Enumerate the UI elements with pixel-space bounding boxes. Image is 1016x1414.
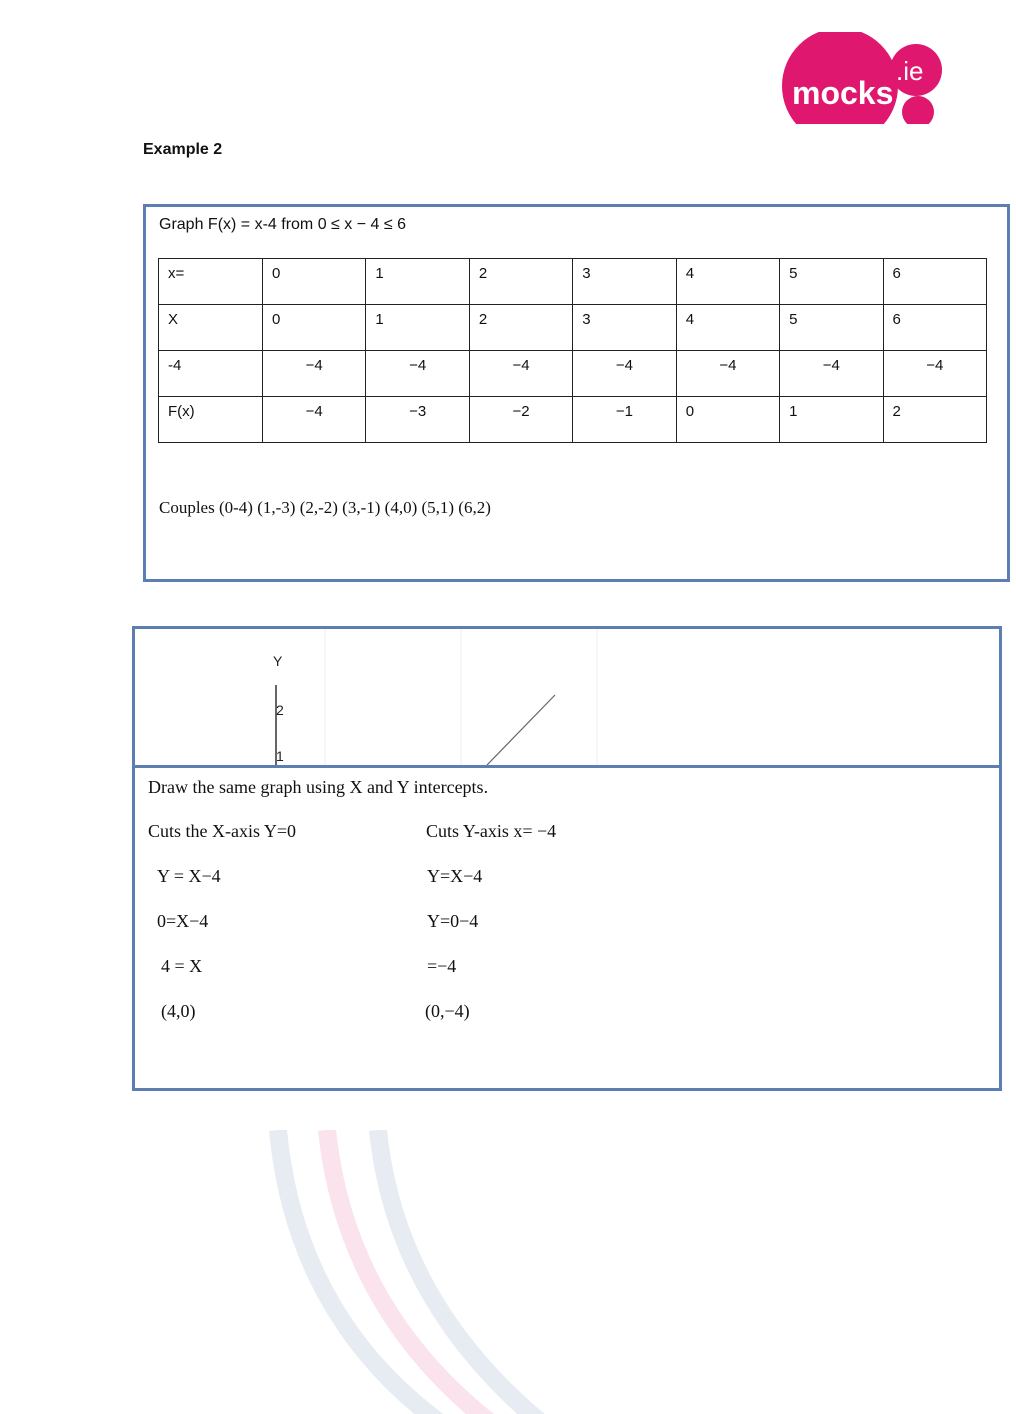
example-heading: Example 2 — [143, 141, 223, 158]
row-label: x= — [159, 259, 263, 305]
x-intercept-line: Y = X−4 — [157, 866, 221, 886]
table-cell: −4 — [573, 351, 676, 397]
table-cell: 1 — [366, 305, 469, 351]
table-cell: 2 — [469, 259, 572, 305]
y-axis-label: Y — [273, 653, 283, 669]
x-intercept-line: Cuts the X-axis Y=0 — [148, 821, 296, 841]
svg-text:.ie: .ie — [896, 56, 924, 86]
divider — [132, 765, 1002, 768]
table-cell: 5 — [780, 259, 883, 305]
row-label: X — [159, 305, 263, 351]
row-label: -4 — [159, 351, 263, 397]
x-intercept-line: 0=X−4 — [157, 911, 209, 931]
table-cell: 5 — [780, 305, 883, 351]
y-tick-label: 2 — [276, 702, 284, 718]
graph-title: Graph F(x) = x-4 from 0 ≤ x − 4 ≤ 6 — [159, 216, 406, 233]
y-intercept-line: Cuts Y-axis x= −4 — [426, 821, 557, 841]
table-cell: 6 — [883, 305, 986, 351]
table-cell: −1 — [573, 397, 676, 443]
table-cell: 2 — [469, 305, 572, 351]
table-row — [159, 351, 987, 397]
table-cell: −4 — [263, 351, 366, 397]
table-cell: 1 — [780, 397, 883, 443]
table-cell: −4 — [780, 351, 883, 397]
graph-fragment — [135, 629, 999, 765]
table-cell: 0 — [263, 259, 366, 305]
graph-line — [487, 695, 555, 765]
table-cell: −4 — [366, 351, 469, 397]
table-cell: 3 — [573, 305, 676, 351]
values-table — [158, 258, 987, 443]
table-cell: 0 — [676, 397, 779, 443]
table-row — [159, 397, 987, 443]
row-label: F(x) — [159, 397, 263, 443]
table-cell: 4 — [676, 259, 779, 305]
table-row — [159, 259, 987, 305]
y-tick-label: 1 — [276, 748, 284, 764]
svg-text:mocks: mocks — [792, 75, 894, 111]
y-intercept-line: Y=0−4 — [427, 911, 479, 931]
mocks-logo — [778, 32, 948, 124]
table-cell: −4 — [676, 351, 779, 397]
x-intercept-line: (4,0) — [161, 1001, 196, 1021]
graph-gridlines — [325, 629, 597, 765]
table-cell: 4 — [676, 305, 779, 351]
table-cell: 6 — [883, 259, 986, 305]
table-cell: −2 — [469, 397, 572, 443]
table-cell: 0 — [263, 305, 366, 351]
couples-text: Couples (0-4) (1,-3) (2,-2) (3,-1) (4,0) (5,1) (6,2) — [159, 498, 491, 517]
watermark-arcs — [200, 1130, 700, 1414]
table-cell: −4 — [263, 397, 366, 443]
x-intercept-line: 4 = X — [161, 956, 203, 976]
y-intercept-line: =−4 — [427, 956, 457, 976]
table-row — [159, 305, 987, 351]
table-cell: 1 — [366, 259, 469, 305]
table-cell: −4 — [469, 351, 572, 397]
y-intercept-line: (0,−4) — [425, 1001, 470, 1021]
table-cell: 3 — [573, 259, 676, 305]
y-intercept-line: Y=X−4 — [427, 866, 483, 886]
table-cell: 2 — [883, 397, 986, 443]
table-cell: −4 — [883, 351, 986, 397]
intercepts-intro: Draw the same graph using X and Y intercepts. — [148, 777, 489, 797]
table-cell: −3 — [366, 397, 469, 443]
